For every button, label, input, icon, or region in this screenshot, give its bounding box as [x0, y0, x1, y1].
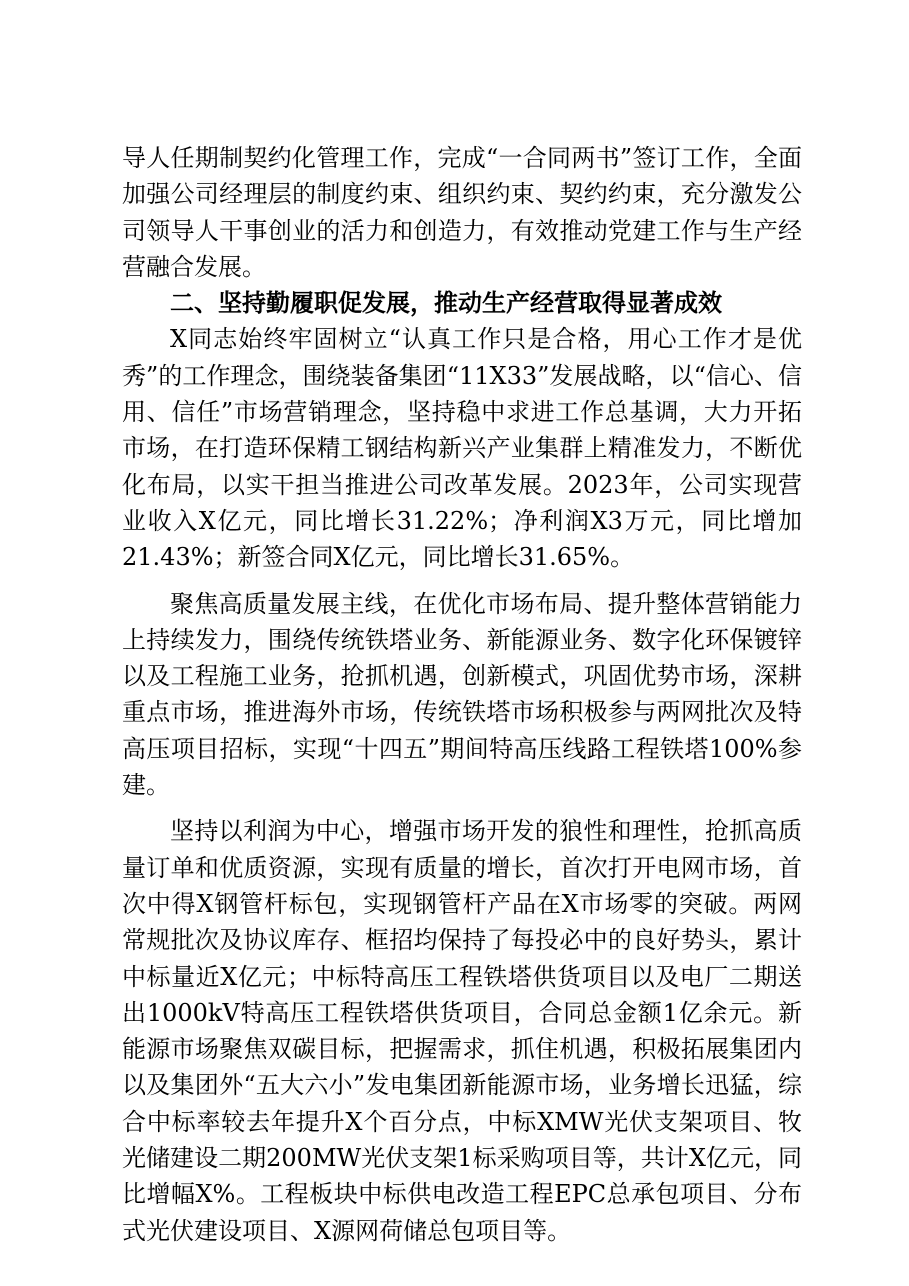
paragraph-spacer [122, 803, 802, 813]
paragraph-continued: 导人任期制契约化管理工作，完成“一合同两书”签订工作，全面加强公司经理层的制度约束、组织约束、契约约束，充分激发公司领导人干事创业的活力和创造力，有效推动党建工作与生产经营融合发展。 [122, 144, 802, 281]
paragraph-market-layout: 聚焦高质量发展主线，在优化市场布局、提升整体营销能力上持续发力，围绕传统铁塔业务、新能源业务、数字化环保镀锌以及工程施工业务，抢抓机遇，创新模式，巩固优势市场，深耕重点市场，推进海外市场，传统铁塔市场积极参与两网批次及特高压项目招标，实现“十四五”期间特高压线路工程铁塔100%参建。 [122, 589, 802, 800]
paragraph-spacer [122, 576, 802, 586]
section-heading: 二、坚持勤履职促发展，推动生产经营取得显著成效 [170, 289, 722, 318]
document-body [122, 140, 802, 1249]
paragraph-profit-center: 坚持以利润为中心，增强市场开发的狼性和理性，抢抓高质量订单和优质资源，实现有质量的增长，首次打开电网市场，首次中得X钢管杆标包，实现钢管杆产品在X市场零的突破。两网常规批次及协议库存、框招均保持了每投必中的良好势头，累计中标量近X亿元；中标特高压工程铁塔供货项目以及电厂二期送出1000kV特高压工程铁塔供货项目，合同总金额1亿余元。新能源市场聚焦双碳目标，把握需求，抓住机遇，积极拓展集团内以及集团外“五大六小”发电集团新能源市场，业务增长迅猛，综合中标率较去年提升X个百分点，中标XMW光伏支架项目、牧光储建设二期200MW光伏支架1标采购项目等，共计X亿元，同比增幅X%。工程板块中标供电改造工程EPC总承包项目、分布式光伏建设项目、X源网荷储总包项目等。 [122, 817, 802, 1245]
paragraph-strategy: X同志始终牢固树立“认真工作只是合格，用心工作才是优秀”的工作理念，围绕装备集团“11X33”发展战略，以“信心、信用、信任”市场营销理念，坚持稳中求进工作总基调，大力开拓市场，在打造环保精工钢结构新兴产业集群上精准发力，不断优化布局，以实干担当推进公司改革发展。2023年，公司实现营业收入X亿元，同比增长31.22%；净利润X3万元，同比增加21.43%；新签合同X亿元，同比增长31.65%。 [122, 325, 802, 572]
